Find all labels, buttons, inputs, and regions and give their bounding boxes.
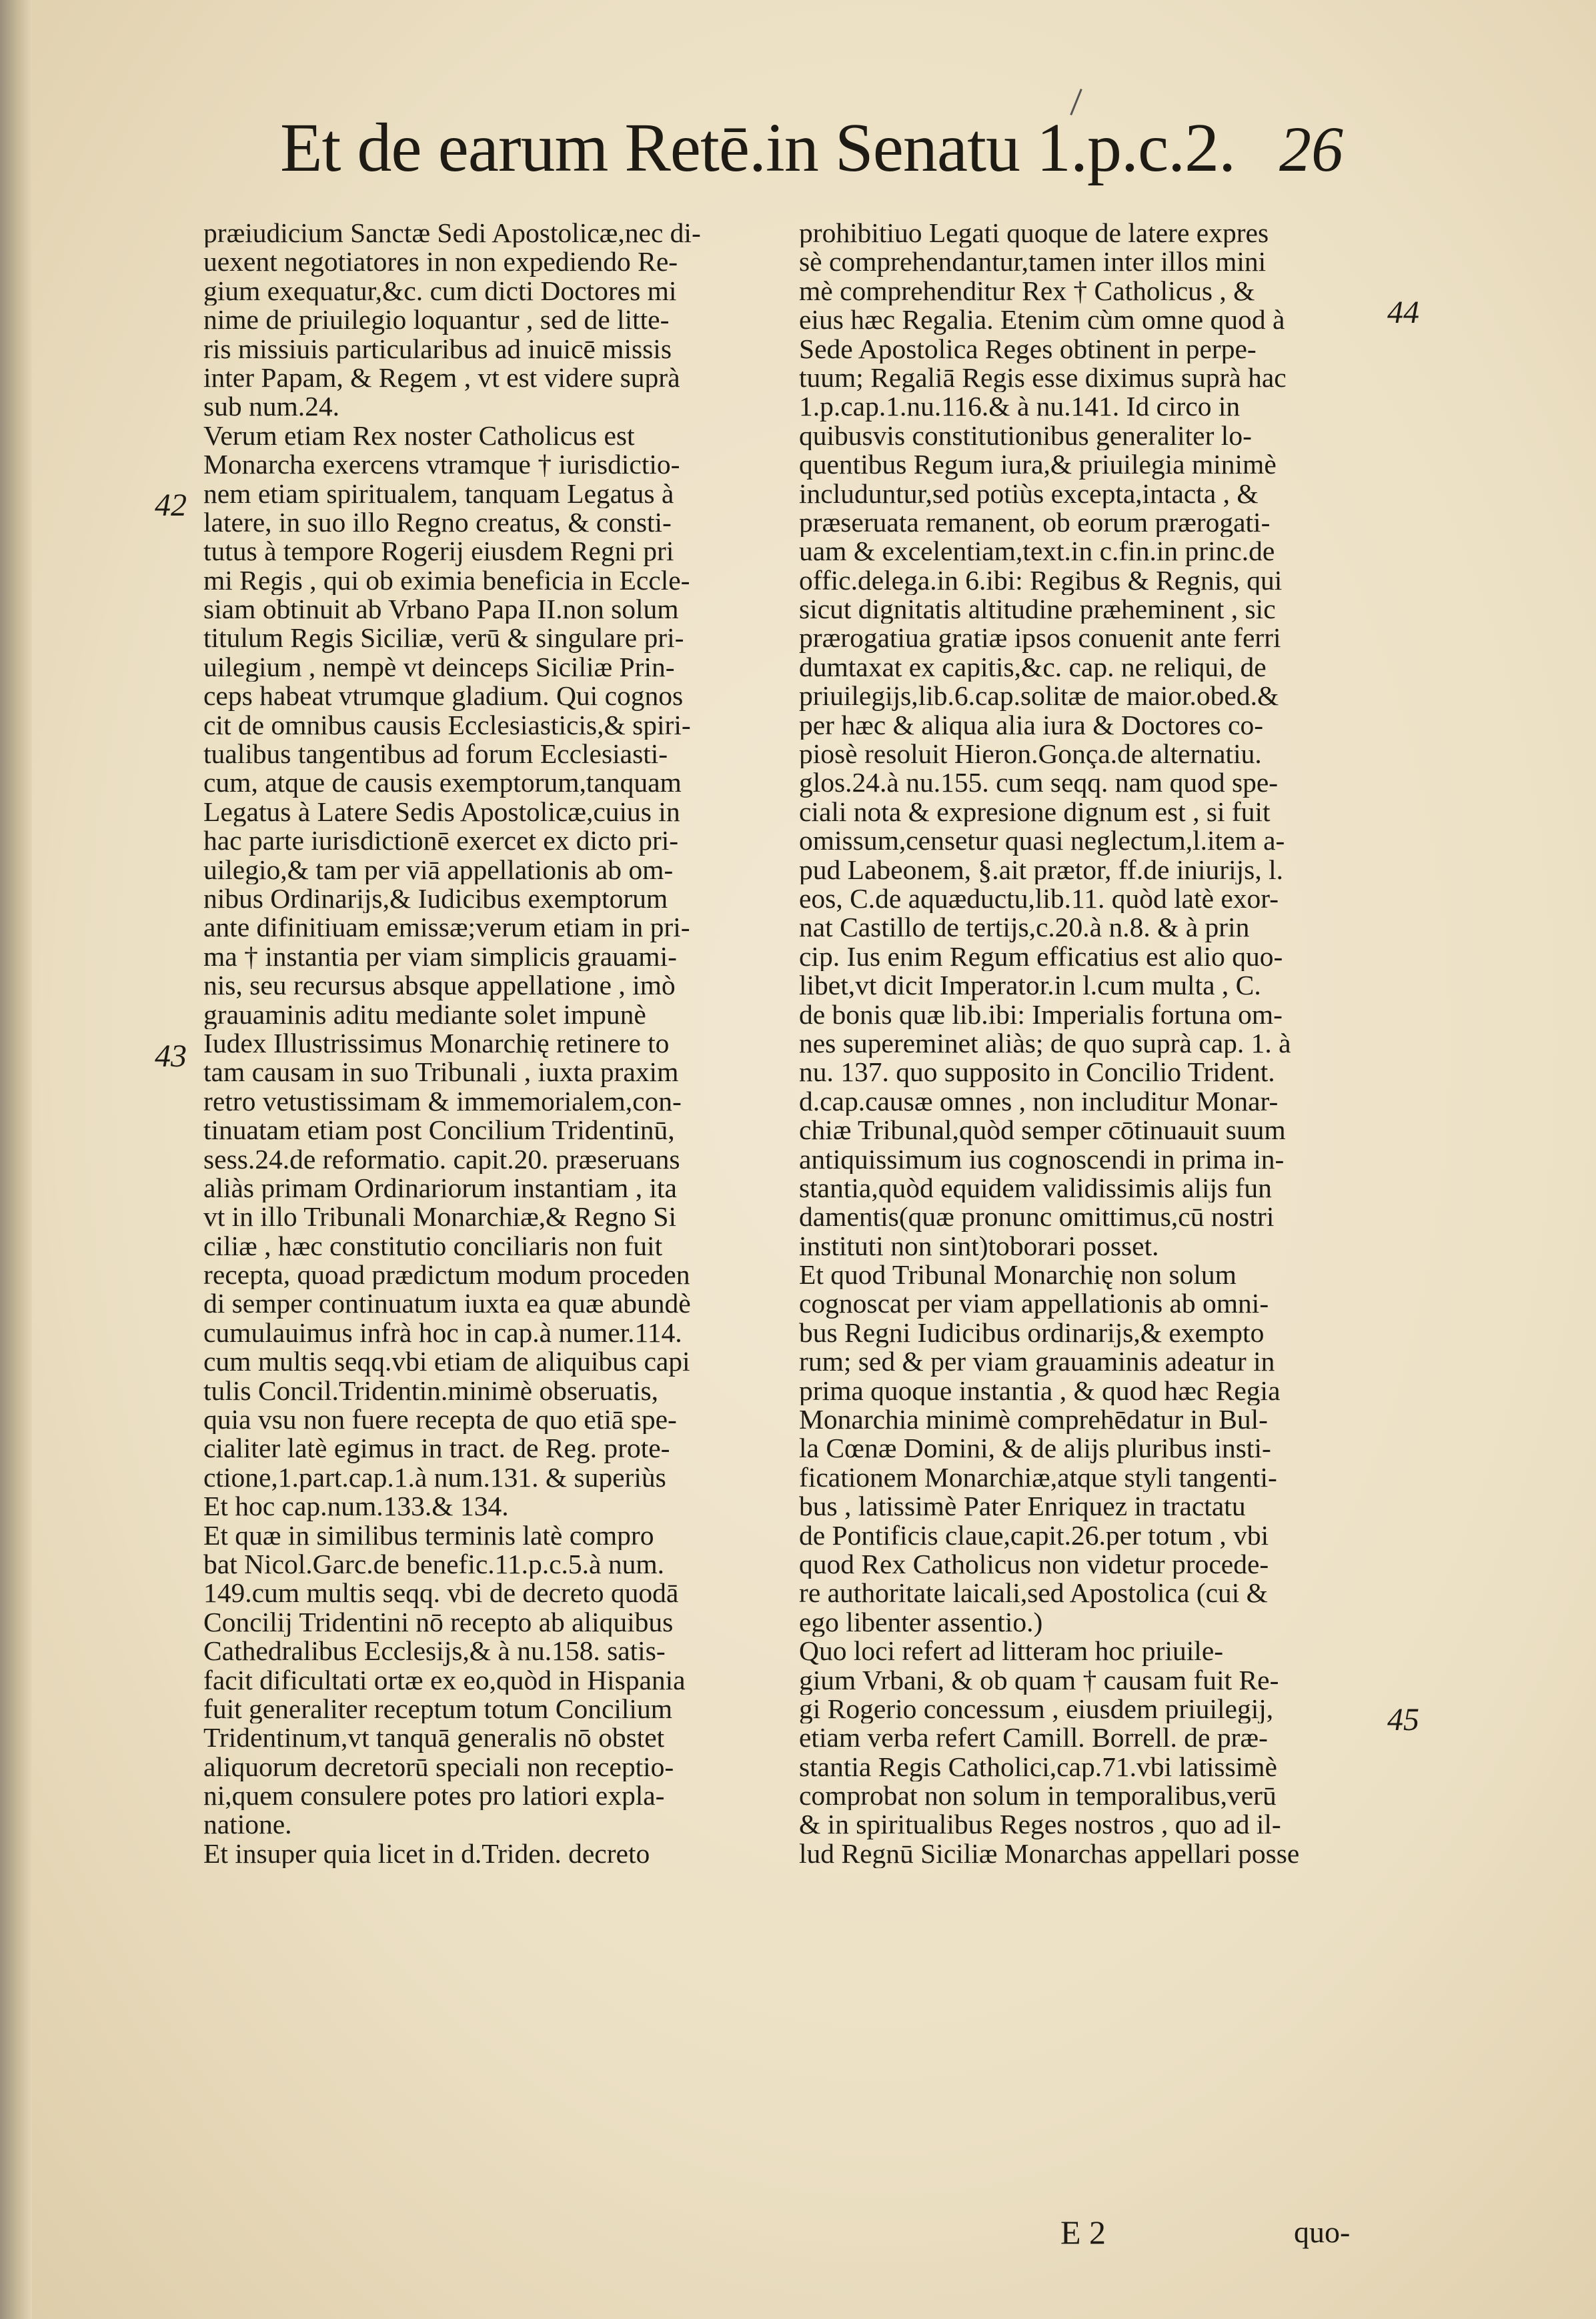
signature-mark: E 2 (1060, 2214, 1106, 2251)
text-line: præseruata remanent, ob eorum prærogati- (799, 508, 1271, 538)
text-line: rum; sed & per viam grauaminis adeatur in (799, 1347, 1275, 1377)
text-line: tam causam in suo Tribunali , iuxta praxim (203, 1058, 679, 1087)
text-line: 1.p.cap.1.nu.116.& à nu.141. Id circo in (799, 392, 1241, 422)
text-line: præiudicium Sanctæ Sedi Apostolicæ,nec di- (203, 219, 701, 248)
text-line: quod Rex Catholicus non videtur procede- (799, 1549, 1269, 1579)
text-line: tutus à tempore Rogerij eiusdem Regni pri (203, 537, 674, 566)
text-line: sub num.24. (203, 392, 340, 422)
text-line: Et insuper quia licet in d.Triden. decreto (203, 1839, 650, 1869)
text-line: nem etiam spiritualem, tanquam Legatus à (203, 479, 674, 508)
text-line: fuit generaliter receptum totum Concilium (203, 1694, 672, 1724)
text-line: stantia,quòd equidem validissimis alijs fun (799, 1173, 1272, 1203)
text-line: libet,vt dicit Imperator.in l.cum multa , C. (799, 971, 1261, 1000)
text-line: sicut dignitatis altitudine præheminent , sic (799, 595, 1276, 624)
text-line: nis, seu recursus absque appellatione , imò (203, 971, 676, 1000)
text-line: tuum; Regaliā Regis esse diximus suprà hac (799, 363, 1287, 393)
text-line: stantia Regis Catholici,cap.71.vbi latissimè (799, 1752, 1277, 1782)
margin-number-45: 45 (1387, 1702, 1419, 1737)
text-line: eos, C.de aquæductu,lib.11. quòd latè exor- (799, 884, 1279, 914)
text-line: priuilegijs,lib.6.cap.solitæ de maior.obed.& (799, 682, 1279, 711)
text-line: Concilij Tridentini nō recepto ab aliquibus (203, 1607, 674, 1637)
text-line: uam & excelentiam,text.in c.fin.in princ.de (799, 537, 1275, 566)
text-line: prohibitiuo Legati quoque de latere expres (799, 219, 1269, 248)
text-line: latere, in suo illo Regno creatus, & consti- (203, 508, 672, 538)
text-line: offic.delega.in 6.ibi: Regibus & Regnis, qui (799, 566, 1283, 596)
text-line: di semper continuatum iuxta ea quæ abundè (203, 1289, 691, 1319)
text-line: pud Labeonem, §.ait prætor, ff.de iniurijs, l. (799, 855, 1283, 884)
text-line: titulum Regis Siciliæ, verū & singulare pri- (203, 624, 684, 653)
text-line: Et quod Tribunal Monarchię non solum (799, 1261, 1237, 1290)
text-line: mè comprehenditur Rex † Catholicus , & (799, 276, 1255, 306)
text-line: mi Regis , qui ob eximia beneficia in Eccle- (203, 566, 690, 596)
text-line: damentis(quæ pronunc omittimus,cū nostri (799, 1203, 1275, 1232)
text-line: ficationem Monarchiæ,atque styli tangenti- (799, 1463, 1277, 1493)
text-line: natione. (203, 1810, 292, 1839)
text-line: grauaminis aditu mediante solet impunè (203, 1000, 646, 1029)
text-line: cip. Ius enim Regum efficatius est alio quo- (799, 942, 1283, 972)
text-line: 149.cum multis seqq. vbi de decreto quodā (203, 1579, 679, 1608)
text-line: retro vetustissimam & immemorialem,con- (203, 1086, 682, 1116)
text-line: nime de priuilegio loquantur , sed de litte- (203, 305, 670, 335)
running-title: Et de earum Retē.in Senatu 1.p.c.2. (280, 109, 1236, 186)
text-line: antiquissimum ius cognoscendi in prima in- (799, 1144, 1285, 1174)
text-line: nes supereminet aliàs; de quo suprà cap. 1. à (799, 1028, 1291, 1058)
text-line: recepta, quoad prædictum modum proceden (203, 1261, 690, 1290)
text-line: quentibus Regum iura,& priuilegia minimè (799, 450, 1277, 480)
text-line: Tridentinum,vt tanquā generalis nō obstet (203, 1723, 665, 1753)
text-line: cum multis seqq.vbi etiam de aliquibus capi (203, 1347, 690, 1377)
text-line: glos.24.à nu.155. cum seqq. nam quod spe- (799, 768, 1279, 798)
text-line: nat Castillo de tertijs,c.20.à n.8. & à prin (799, 913, 1250, 942)
text-line: lud Regnū Siciliæ Monarchas appellari posse (799, 1839, 1300, 1869)
text-line: aliàs primam Ordinariorum instantiam , ita (203, 1173, 677, 1203)
text-line: ciali nota & expresione dignum est , si fuit (799, 797, 1271, 827)
text-line: gi Rogerio concessum , eiusdem priuilegij, (799, 1694, 1274, 1724)
text-line: eius hæc Regalia. Etenim cùm omne quod à (799, 305, 1285, 335)
text-line: quia vsu non fuere recepta de quo etiā spe- (203, 1405, 677, 1435)
margin-number-43: 43 (155, 1038, 187, 1074)
text-line: ante difinitiuam emissæ;verum etiam in pri- (203, 913, 690, 942)
text-line: bat Nicol.Garc.de benefic.11.p.c.5.à num. (203, 1549, 665, 1579)
text-line: comprobat non solum in temporalibus,verū (799, 1781, 1277, 1811)
text-line: cum, atque de causis exemptorum,tanquam (203, 768, 682, 798)
text-line: gium exequatur,&c. cum dicti Doctores mi (203, 276, 677, 306)
text-line: re authoritate laicali,sed Apostolica (cui & (799, 1579, 1268, 1608)
text-line: siam obtinuit ab Vrbano Papa II.non solum (203, 595, 679, 624)
text-line: per hæc & aliqua alia iura & Doctores co- (799, 710, 1264, 740)
text-line: Cathedralibus Ecclesijs,& à nu.158. satis- (203, 1637, 666, 1666)
text-line: chiæ Tribunal,quòd semper cōtinuauit suum (799, 1116, 1286, 1145)
text-line: tinuatam etiam post Concilium Tridentinū, (203, 1116, 675, 1145)
text-line: Iudex Illustrissimus Monarchię retinere to (203, 1028, 670, 1058)
text-line: cumulauimus infrà hoc in cap.à numer.114. (203, 1318, 682, 1348)
text-line: aliquorum decretorū speciali non receptio- (203, 1752, 674, 1782)
text-line: uilegium , nempè vt deinceps Siciliæ Prin- (203, 652, 675, 682)
text-line: sè comprehendantur,tamen inter illos mini (799, 247, 1267, 277)
text-line: Quo loci refert ad litteram hoc priuile- (799, 1637, 1224, 1666)
text-line: facit dificultati ortæ ex eo,quòd in Hispania (203, 1665, 686, 1695)
text-line: ris missiuis particularibus ad inuicē missis (203, 334, 672, 363)
text-line: uilegio,& tam per viā appellationis ab om- (203, 855, 674, 884)
text-line: de bonis quæ lib.ibi: Imperialis fortuna om- (799, 1000, 1283, 1029)
text-line: omissum,censetur quasi neglectum,l.item a- (799, 826, 1285, 856)
text-line: nibus Ordinarijs,& Iudicibus exemptorum (203, 884, 668, 914)
text-line: hac parte iurisdictionē exercet ex dicto pri- (203, 826, 679, 856)
text-line: ctione,1.part.cap.1.à num.131. & superiùs (203, 1463, 666, 1493)
text-line: bus , latissimè Pater Enriquez in tractatu (799, 1492, 1246, 1521)
text-line: Legatus à Latere Sedis Apostolicæ,cuius in (203, 797, 680, 827)
text-line: ceps habeat vtrumque gladium. Qui cognos (203, 682, 684, 711)
text-line: includuntur,sed potiùs excepta,intacta , & (799, 479, 1259, 508)
text-line: tulis Concil.Tridentin.minimè obseruatis, (203, 1376, 659, 1406)
text-line: quibusvis constitutionibus generaliter lo- (799, 421, 1252, 451)
text-line: sess.24.de reformatio. capit.20. præseruans (203, 1144, 680, 1174)
text-line: la Cœnæ Domini, & de alijs pluribus insti- (799, 1434, 1271, 1463)
text-line: Monarcha exercens vtramque † iurisdictio- (203, 450, 680, 480)
text-line: Sede Apostolica Reges obtinent in perpe- (799, 334, 1257, 363)
text-line: ni,quem consulere potes pro latiori expla- (203, 1781, 665, 1811)
text-line: cognoscat per viam appellationis ab omni- (799, 1289, 1269, 1319)
text-line: cit de omnibus causis Ecclesiasticis,& spiri- (203, 710, 691, 740)
margin-number-44: 44 (1387, 295, 1419, 330)
text-line: nu. 137. quo supposito in Concilio Trident. (799, 1058, 1275, 1087)
left-text-column (203, 219, 784, 1868)
text-line: Monarchia minimè comprehēdatur in Bul- (799, 1405, 1268, 1435)
text-line: vt in illo Tribunali Monarchiæ,& Regno Si (203, 1203, 677, 1232)
text-line: prærogatiua gratiæ ipsos conuenit ante ferri (799, 624, 1281, 653)
text-line: Et hoc cap.num.133.& 134. (203, 1492, 509, 1521)
text-line: gium Vrbani, & ob quam † causam fuit Re- (799, 1665, 1279, 1695)
text-line: uexent negotiatores in non expediendo Re- (203, 247, 678, 277)
margin-number-42: 42 (155, 488, 187, 523)
text-line: d.cap.causæ omnes , non includitur Monar- (799, 1086, 1279, 1116)
text-line: bus Regni Iudicibus ordinarijs,& exempto (799, 1318, 1265, 1348)
text-line: cialiter latè egimus in tract. de Reg. prote- (203, 1434, 670, 1463)
text-line: ma † instantia per viam simplicis grauami- (203, 942, 677, 972)
page-number: 26 (1279, 113, 1343, 185)
page-gutter-shadow (0, 0, 32, 2319)
text-line: & in spiritualibus Reges nostros , quo ad il- (799, 1810, 1281, 1839)
text-line: dumtaxat ex capitis,&c. cap. ne reliqui, de (799, 652, 1267, 682)
text-line: piosè resoluit Hieron.Gonça.de alternatiu. (799, 740, 1262, 769)
text-line: Verum etiam Rex noster Catholicus est (203, 421, 635, 451)
text-line: inter Papam, & Regem , vt est videre suprà (203, 363, 680, 393)
text-line: ego libenter assentio.) (799, 1607, 1043, 1637)
text-line: etiam verba refert Camill. Borrell. de præ- (799, 1723, 1268, 1753)
text-line: tualibus tangentibus ad forum Ecclesiasti- (203, 740, 668, 769)
text-line: de Pontificis claue,capit.26.per totum , vbi (799, 1521, 1269, 1550)
text-line: Et quæ in similibus terminis latè compro (203, 1521, 654, 1550)
text-line: ciliæ , hæc constitutio conciliaris non fuit (203, 1231, 663, 1261)
text-line: prima quoque instantia , & quod hæc Regia (799, 1376, 1281, 1406)
right-text-column (799, 219, 1378, 1868)
catchword: quo- (1294, 2215, 1351, 2249)
text-line: instituti non sint)toborari posset. (799, 1231, 1159, 1261)
